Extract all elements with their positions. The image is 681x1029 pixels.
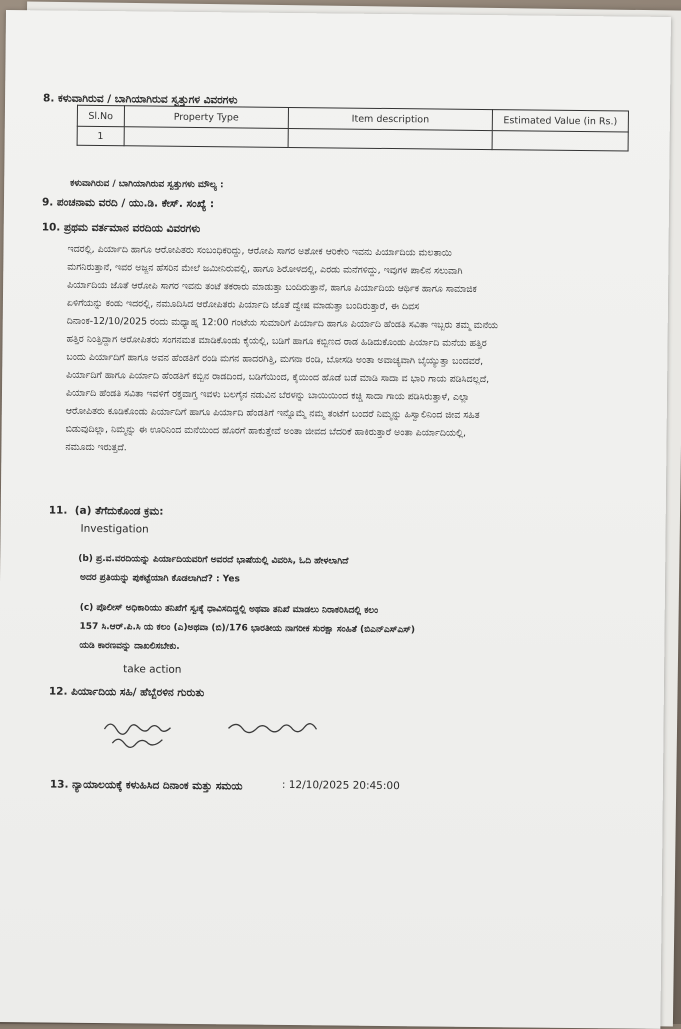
para-line: ದಿನಾಂಕ-12/10/2025 ರಂದು ಮಧ್ಯಾಹ್ನ 12:00 ಗಂಟೆಯ ಸುಮಾರಿಗೆ ಪಿರ್ಯಾದಿ ಹಾಗೂ ಪಿರ್ಯಾದಿ ಹೆಂಡತಿ ಸವಿತಾ ಇಬ್ಬರು ತಮ್ಮ ಮನೆಯ — [66, 315, 498, 332]
section-12-title: 12. ಪಿರ್ಯಾದಿಯ ಸಹಿ/ ಹೆಬ್ಬೆರಳಿನ ಗುರುತು — [48, 685, 205, 700]
para-line: ಬಂದು ಪಿರ್ಯಾದಿಗೆ ಹಾಗೂ ಅವನ ಹೆಂಡತಿಗೆ ರಂಡಿ ಮಗನ ಹಾದರಗಿತ್ತಿ, ಮಗನಾ ರಂಡಿ, ಬೋಸಡಿ ಅಂತಾ ಅವಾಚ್ಯವಾಗಿ ಬೈಯ್ಯುತ್ತಾ ಬಂದವರೆ, — [66, 351, 484, 368]
section-11c-line1: (c) ಪೊಲೀಸ್ ಅಧಿಕಾರಿಯು ತನಿಖೆಗೆ ಸ್ವಃಕ್ಕೆ ಧಾವಿಸದಿದ್ದಲ್ಲಿ ಅಥವಾ ತನಿಖೆ ಮಾಡಲು ನಿರಾಕರಿಸಿದಲ್ಲಿ ಕಲಂ — [79, 602, 379, 616]
section-11a-label: (a) ತೆಗೆದುಕೊಂಡ ಕ್ರಮ: — [74, 504, 164, 518]
section-13-value: : 12/10/2025 20:45:00 — [281, 778, 400, 793]
section-8-title: 8. ಕಳುವಾಗಿರುವ / ಬಾಗಿಯಾಗಿರುವ ಸ್ವತ್ತುಗಳ ವಿವರಗಳು — [43, 92, 238, 107]
section-11-number: 11. — [48, 504, 68, 517]
section-11c-value: take action — [123, 663, 182, 676]
section-11b-line2: ಅದರ ಪ್ರತಿಯನ್ನು ಪುಕಟ್ಟೆಯಾಗಿ ಕೊಡಲಾಗಿದೆ? : Yes — [80, 572, 240, 585]
col-estimated-value: Estimated Value (in Rs.) — [492, 110, 628, 132]
cell-slno: 1 — [77, 126, 124, 145]
section-9-title: 9. ಪಂಚನಾಮ ವರದಿ / ಯು.ಡಿ. ಕೇಸ್. ಸಂಖ್ಯೆ : — [41, 196, 215, 211]
para-line: ಪಿರ್ಯಾದಿಗೆ ಹಾಗೂ ಪಿರ್ಯಾದಿ ಹೆಂಡತಿಗೆ ಕಬ್ಬಿನ ರಾಡದಿಂದ, ಬಡಿಗೆಯಿಂದ, ಕೈಯಿಂದ ಹೊಡೆ ಬಡೆ ಮಾಡಿ ಸಾದಾ ವ ಭಾರಿ ಗಾಯ ಪಡಿಸಿದಲ್ಲದೆ, — [66, 369, 490, 386]
para-line: ನಮೂದು ಇರುತ್ತದೆ. — [65, 441, 127, 454]
cell-estimated-value — [492, 131, 628, 151]
section-11c-line2: 157 ಸಿ.ಆರ್.ಪಿ.ಸಿ ಯ ಕಲಂ (ಎ)ಅಥವಾ (ಬಿ)/176 ಭಾರತೀಯ ನಾಗರೀಕ ಸುರಕ್ಷಾ ಸಂಹಿತೆ (ಬಿಎನ್‌ಎಸ್‌ಎಸ್) — [79, 621, 416, 636]
para-line: ಪಿರ್ಯಾದಿಯ ಜೊತೆ ಆರೋಪಿ ಸಾಗರ ಇವನು ತಂಟೆ ತಕರಾರು ಮಾಡುತ್ತಾ ಬಂದಿರುತ್ತಾನೆ, ಹಾಗೂ ಪಿರ್ಯಾದಿಯ ಆರ್ಥಿಕ ಹಾಗೂ ಸಾಮಾಜಿಕ — [67, 279, 477, 295]
cell-property-type — [124, 127, 289, 148]
para-line: ಏಳಿಗೆಯನ್ನು ಕಂಡು ಇದರಲ್ಲಿ, ನಮೂದಿಸಿದ ಆರೋಪಿತರು ಪಿರ್ಯಾದಿ ಜೊತೆ ದ್ವೇಷ ಮಾಡುತ್ತಾ ಬಂದಿರುತ್ತಾರೆ, ಈ ದಿವಸ — [66, 297, 420, 313]
col-property-type: Property Type — [124, 106, 289, 129]
para-line: ಹತ್ತಿರ ನಿಂತ್ತಿದ್ದಾಗ ಆರೋಪಿತರು ಸಂಗನಮತ ಮಾಡಿಕೊಂಡು ಕೈಯಲ್ಲಿ, ಬಡಿಗೆ ಹಾಗೂ ಕಬ್ಬಿಣದ ರಾಡ ಹಿಡಿದುಕೊಂಡು ಪಿರ್ಯಾದಿ ಮನೆಯ ಹತ್ತಿರ — [66, 333, 487, 350]
document-page — [0, 10, 671, 1029]
cell-item-description — [288, 128, 492, 149]
section-13-label: 13. ನ್ಯಾಯಾಲಯಕ್ಕೆ ಕಳುಹಿಸಿದ ದಿನಾಂಕ ಮತ್ತು ಸಮಯ — [49, 778, 243, 793]
property-value-label: ಕಳುವಾಗಿರುವ / ಬಾಗಿಯಾಗಿರುವ ಸ್ವತ್ತುಗಳು ಮೌಲ್ಯ : — [70, 178, 224, 191]
section-11c-line3: ಯಡಿ ಕಾರಣವನ್ನು ದಾಖಲಿಸಬೇಕು. — [79, 640, 180, 652]
section-11a-value: Investigation — [80, 522, 149, 536]
para-line: ಬಿಡುವುದಿಲ್ಲಾ, ನಿಮ್ಮನ್ನು ಈ ಊರಿನಿಂದ ಮನೆಯಿಂದ ಹೊರಗೆ ಹಾಕುತ್ತೇವೆ ಅಂತಾ ಜೀವದ ಬೆದರಿಕೆ ಹಾಕಿರುತ್ತಾರೆ ಅಂತಾ ಪಿರ್ಯಾದಿಯಲ್ಲಿ, — [65, 423, 467, 439]
property-table — [77, 105, 629, 152]
para-line: ಮಗನಿರುತ್ತಾನೆ, ಇವರ ಅಜ್ಜನ ಹೆಸರಿನ ಮೇಲೆ ಜಮೀನಿರುವಲ್ಲಿ, ಹಾಗೂ ಶಿರೋಳದಲ್ಲಿ, ಎರಡು ಮನೆಗಳಿದ್ದು, ಇವುಗಳ ಪಾಲಿನ ಸಲುವಾಗಿ — [67, 261, 463, 277]
section-10-title: 10. ಪ್ರಥಮ ವರ್ತಮಾನ ವರದಿಯ ವಿವರಗಳು — [41, 221, 201, 236]
signature-scribble — [98, 711, 358, 754]
para-line: ಆರೋಪಿತರು ಕೂಡಿಕೊಂಡು ಪಿರ್ಯಾದಿಗೆ ಹಾಗೂ ಪಿರ್ಯಾದಿ ಹೆಂಡತಿಗೆ ಇನ್ನೊಮ್ಮೆ ನಮ್ಮ ತಂಟೆಗೆ ಬಂದರೆ ನಿಮ್ಮನ್ನು ಹಿಸ್ವಾಲಿನಿಂದ ಜೀವ ಸಹಿತ — [65, 405, 480, 421]
para-line: ಪಿರ್ಯಾದಿ ಹೆಂಡತಿ ಸವಿತಾ ಇವಳಿಗೆ ರಕ್ತವಾಗ್ತ ಇವಳು ಬಲಗೈನ ನಡುವಿನ ಬೆರಳನ್ನು ಬಾಯಿಯಿಂದ ಕಚ್ಚಿ ಸಾದಾ ಗಾಯ ಪಡಿಸಿರುತ್ತಾಳೆ, ಎಲ್ಲಾ — [65, 387, 470, 403]
col-item-description: Item description — [288, 107, 492, 130]
section-11b-line1: (b) ಪ್ರ.ವ.ವರದಿಯನ್ನು ಪಿರ್ಯಾದಿಯವರಿಗೆ ಅವರದೆ ಭಾಷೆಯಲ್ಲಿ ವಿವರಿಸಿ, ಓದಿ ಹೇಳಲಾಗಿದೆ — [78, 553, 349, 567]
col-slno: Sl.No — [77, 105, 124, 126]
fir-details-paragraph — [65, 241, 603, 463]
para-line: ಇದರಲ್ಲಿ, ಪಿರ್ಯಾದಿ ಹಾಗೂ ಆರೋಪಿತರು ಸಂಬಂಧಿಕರಿದ್ದು, ಆರೋಪಿ ಸಾಗರ ಅಶೋಕ ಆರಿಕೇರಿ ಇವನು ಪಿರ್ಯಾದಿಯ ಮಲತಾಯಿ — [67, 243, 452, 259]
